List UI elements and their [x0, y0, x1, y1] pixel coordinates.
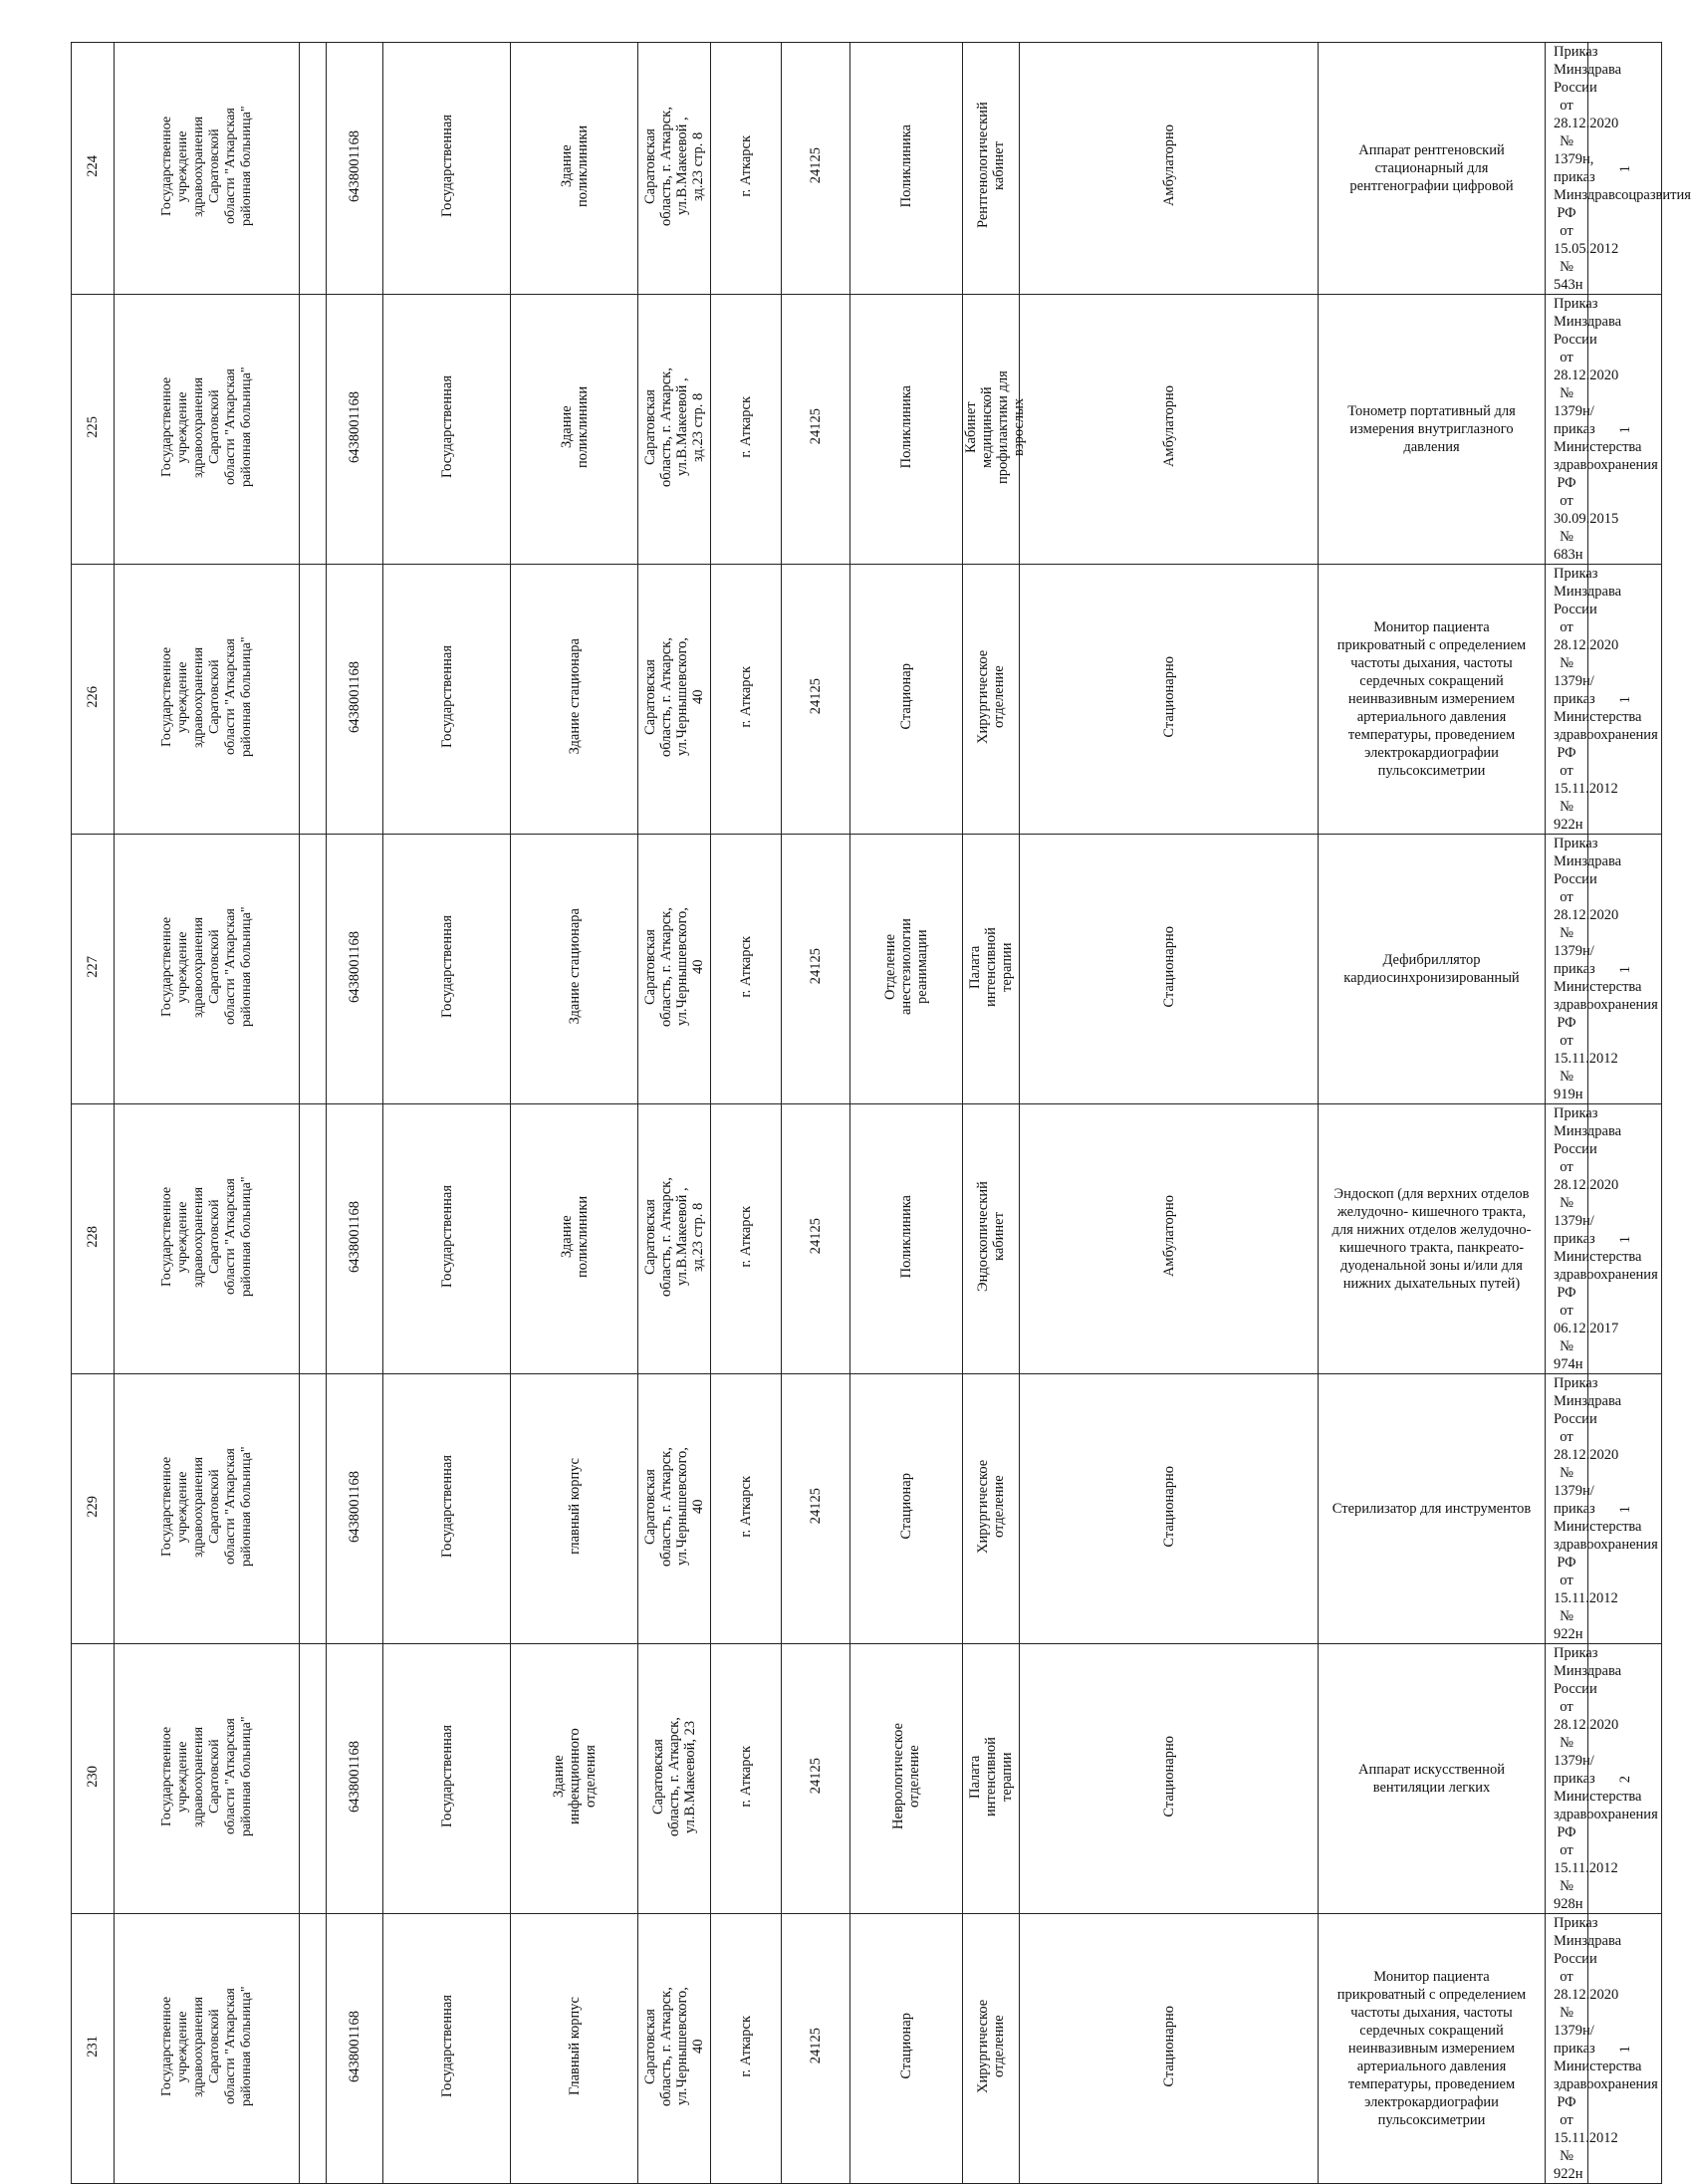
equipment-text: Эндоскоп (для верхних отделов желудочно- кишечного тракта, для нижних отделов желудочно-кишечного тракта, панкреато-дуоденальной зоны и/или для нижних дыхательных путей) — [1331, 1186, 1532, 1292]
building-cell — [511, 1644, 638, 1914]
order-cell — [1546, 1644, 1658, 1914]
code-cell — [782, 43, 850, 295]
order-cell — [1546, 1104, 1658, 1374]
empty-cell — [300, 1914, 327, 2184]
inn-cell — [327, 1914, 383, 2184]
care-type-text: Стационарно — [1160, 1735, 1177, 1818]
code-text: 24125 — [808, 1758, 824, 1795]
care-type-text: Стационарно — [1160, 655, 1177, 738]
table-row — [72, 1914, 1662, 2184]
organization-cell — [115, 1914, 300, 2184]
order-text: Приказ Минздрава России от 28.12.2020 № 1379н/ приказ Министерства здравоохранения РФ от 15.11.2012 № 919н — [1554, 836, 1658, 1102]
address-cell — [638, 835, 711, 1104]
row-number-cell — [72, 1104, 115, 1374]
code-cell — [782, 1644, 850, 1914]
address-cell — [638, 295, 711, 565]
division-cell — [850, 43, 963, 295]
division-text: Стационар — [898, 2013, 914, 2079]
code-text: 24125 — [808, 948, 824, 985]
code-text: 24125 — [808, 678, 824, 715]
equipment-text: Тонометр портативный для измерения внутриглазного давления — [1347, 403, 1516, 455]
care-type-cell — [1020, 1374, 1319, 1644]
division-cell — [850, 1104, 963, 1374]
table-row — [72, 565, 1662, 835]
inn-text: 6438001168 — [347, 2010, 362, 2082]
order-text: Приказ Минздрава России от 28.12.2020 № 1379н, приказ Минздравсоцразвития РФ от 15.05.2012 № 543н — [1554, 44, 1691, 293]
city-text: г. Аткарск — [738, 1475, 754, 1538]
empty-cell — [300, 43, 327, 295]
organization-cell — [115, 1644, 300, 1914]
quantity-text: 1 — [1616, 1235, 1633, 1243]
inn-cell — [327, 1644, 383, 1914]
organization-cell — [115, 1104, 300, 1374]
inn-cell — [327, 1104, 383, 1374]
care-type-text: Амбулаторно — [1160, 385, 1177, 468]
division-cell — [850, 835, 963, 1104]
city-text: г. Аткарск — [738, 134, 754, 197]
quantity-text: 1 — [1616, 2045, 1633, 2053]
code-text: 24125 — [808, 1488, 824, 1525]
division-cell — [850, 295, 963, 565]
inn-cell — [327, 43, 383, 295]
organization-text: Государственное учреждение здравоохранения Саратовской области "Аткарская районная больница" — [158, 636, 254, 757]
care-type-text: Стационарно — [1160, 925, 1177, 1008]
unit-cell — [963, 1104, 1020, 1374]
unit-text: Палата интенсивной терапии — [967, 1736, 1015, 1817]
address-text: Саратовская область, г. Аткарск, ул.В.Макеевой, 23 — [650, 1716, 698, 1836]
equipment-text: Монитор пациента прикроватный с определением частоты дыхания, частоты сердечных сокращений неинвазивным измерением артериального давления температуры, проведением электрокардиографии пульсоксиметрии — [1336, 1969, 1527, 2128]
unit-cell — [963, 1374, 1020, 1644]
address-text: Саратовская область, г. Аткарск, ул.Чернышевского, 40 — [642, 906, 706, 1027]
inn-cell — [327, 565, 383, 835]
order-text: Приказ Минздрава России от 28.12.2020 № 1379н/приказ Министерства здравоохранения РФ от 30.09.2015 № 683н — [1554, 296, 1658, 563]
order-cell — [1546, 295, 1658, 565]
address-cell — [638, 1914, 711, 2184]
city-text: г. Аткарск — [738, 395, 754, 458]
organization-text: Государственное учреждение здравоохранения Саратовской области "Аткарская районная больница" — [158, 1446, 254, 1567]
division-cell — [850, 1374, 963, 1644]
organization-text: Государственное учреждение здравоохранения Саратовской области "Аткарская районная больница" — [158, 1986, 254, 2106]
unit-cell — [963, 1914, 1020, 2184]
code-cell — [782, 1374, 850, 1644]
building-text: Здание стационара — [566, 908, 583, 1025]
organization-text: Государственное учреждение здравоохранения Саратовской области "Аткарская районная больница" — [158, 366, 254, 487]
equipment-text: Аппарат рентгеновский стационарный для рентгенографии цифровой — [1349, 142, 1514, 194]
ownership-text: Государственная — [438, 915, 455, 1018]
address-cell — [638, 1644, 711, 1914]
ownership-text: Государственная — [438, 1725, 455, 1827]
division-text: Неврологическое отделение — [890, 1723, 922, 1829]
care-type-cell — [1020, 835, 1319, 1104]
address-cell — [638, 1374, 711, 1644]
equipment-cell — [1319, 565, 1546, 835]
address-text: Саратовская область, г. Аткарск, ул.В.Макеевой , зд.23 стр. 8 — [642, 366, 706, 487]
equipment-cell — [1319, 1644, 1546, 1914]
city-text: г. Аткарск — [738, 1205, 754, 1268]
organization-cell — [115, 43, 300, 295]
equipment-register-sheet — [71, 42, 1691, 2184]
equipment-cell — [1319, 1914, 1546, 2184]
unit-cell — [963, 1644, 1020, 1914]
table-row — [72, 295, 1662, 565]
code-text: 24125 — [808, 2028, 824, 2064]
building-cell — [511, 835, 638, 1104]
inn-cell — [327, 835, 383, 1104]
empty-cell — [300, 1104, 327, 1374]
city-text: г. Аткарск — [738, 2015, 754, 2077]
row-number-cell — [72, 565, 115, 835]
inn-text: 6438001168 — [347, 1740, 362, 1813]
city-text: г. Аткарск — [738, 1745, 754, 1808]
order-cell — [1546, 1374, 1658, 1644]
unit-cell — [963, 43, 1020, 295]
address-cell — [638, 1104, 711, 1374]
organization-cell — [115, 295, 300, 565]
address-text: Саратовская область, г. Аткарск, ул.Чернышевского, 40 — [642, 1986, 706, 2106]
building-text: Главный корпус — [566, 1997, 583, 2095]
ownership-cell — [383, 43, 511, 295]
quantity-text: 1 — [1616, 695, 1633, 703]
unit-text: Хирургическое отделение — [975, 1999, 1007, 2093]
order-cell — [1546, 565, 1658, 835]
code-text: 24125 — [808, 147, 824, 184]
unit-cell — [963, 835, 1020, 1104]
address-cell — [638, 565, 711, 835]
division-text: Стационар — [898, 663, 914, 730]
ownership-cell — [383, 835, 511, 1104]
quantity-text: 1 — [1616, 1505, 1633, 1513]
quantity-text: 1 — [1616, 425, 1633, 433]
division-text: Поликлиника — [898, 123, 914, 208]
care-type-text: Стационарно — [1160, 2005, 1177, 2087]
building-cell — [511, 1374, 638, 1644]
building-text: Здание поликлиники — [558, 124, 591, 207]
unit-text: Палата интенсивной терапии — [967, 926, 1015, 1007]
building-cell — [511, 43, 638, 295]
row-number-cell — [72, 43, 115, 295]
equipment-cell — [1319, 835, 1546, 1104]
division-cell — [850, 565, 963, 835]
ownership-cell — [383, 295, 511, 565]
care-type-cell — [1020, 565, 1319, 835]
ownership-text: Государственная — [438, 1185, 455, 1288]
building-cell — [511, 1914, 638, 2184]
empty-cell — [300, 1374, 327, 1644]
unit-text: Хирургическое отделение — [975, 1459, 1007, 1554]
organization-text: Государственное учреждение здравоохранения Саратовской области "Аткарская районная больница" — [158, 1176, 254, 1297]
empty-cell — [300, 1644, 327, 1914]
row-number-text: 226 — [85, 685, 101, 708]
inn-text: 6438001168 — [347, 1200, 362, 1273]
unit-text: Хирургическое отделение — [975, 649, 1007, 744]
ownership-text: Государственная — [438, 645, 455, 748]
equipment-text: Монитор пациента прикроватный с определением частоты дыхания, частоты сердечных сокращений неинвазивным измерением артериального давления температуры, проведением электрокардиографии пульсоксиметрии — [1336, 619, 1527, 779]
equipment-cell — [1319, 43, 1546, 295]
care-type-cell — [1020, 1104, 1319, 1374]
order-cell — [1546, 835, 1658, 1104]
row-number-text: 231 — [85, 2035, 101, 2058]
code-cell — [782, 295, 850, 565]
empty-cell — [300, 295, 327, 565]
ownership-cell — [383, 1644, 511, 1914]
city-cell — [711, 835, 782, 1104]
quantity-text: 1 — [1616, 965, 1633, 973]
division-text: Стационар — [898, 1473, 914, 1540]
inn-text: 6438001168 — [347, 1470, 362, 1543]
quantity-text: 2 — [1616, 1775, 1633, 1783]
address-text: Саратовская область, г. Аткарск, ул.В.Макеевой , зд.23 стр. 8 — [642, 1176, 706, 1297]
equipment-text: Аппарат искусственной вентиляции легких — [1358, 1762, 1505, 1796]
empty-cell — [300, 835, 327, 1104]
address-text: Саратовская область, г. Аткарск, ул.Чернышевского, 40 — [642, 1446, 706, 1567]
unit-text: Рентгенологический кабинет — [975, 101, 1007, 228]
city-cell — [711, 1644, 782, 1914]
row-number-text: 224 — [85, 154, 101, 177]
inn-cell — [327, 295, 383, 565]
order-cell — [1546, 43, 1691, 295]
order-text: Приказ Минздрава России от 28.12.2020 № 1379н/приказ Министерства здравоохранения РФ от 06.12.2017 № 974н — [1554, 1105, 1658, 1372]
row-number-cell — [72, 1644, 115, 1914]
care-type-text: Амбулаторно — [1160, 1195, 1177, 1278]
unit-cell — [963, 295, 1027, 565]
building-cell — [511, 295, 638, 565]
ownership-text: Государственная — [438, 1455, 455, 1558]
row-number-text: 229 — [85, 1495, 101, 1518]
building-text: Здание инфекционного отделения — [550, 1728, 599, 1824]
care-type-text: Стационарно — [1160, 1465, 1177, 1548]
care-type-cell — [1020, 43, 1319, 295]
division-cell — [850, 1644, 963, 1914]
division-text: Поликлиника — [898, 384, 914, 469]
table-row — [72, 1374, 1662, 1644]
row-number-cell — [72, 295, 115, 565]
division-text: Отделение анестезиологии реанимации — [882, 918, 930, 1015]
inn-text: 6438001168 — [347, 390, 362, 463]
organization-text: Государственное учреждение здравоохранения Саратовской области "Аткарская районная больница" — [158, 1716, 254, 1836]
equipment-register-table — [71, 42, 1691, 2184]
ownership-text: Государственная — [438, 1995, 455, 2097]
care-type-cell — [1020, 1914, 1319, 2184]
order-text: Приказ Минздрава России от 28.12.2020 № 1379н/ приказ Министерства здравоохранения РФ от 15.11.2012 № 922н — [1554, 1375, 1658, 1642]
equipment-cell — [1319, 1104, 1546, 1374]
row-number-cell — [72, 1374, 115, 1644]
code-cell — [782, 1104, 850, 1374]
care-type-cell — [1020, 295, 1319, 565]
inn-cell — [327, 1374, 383, 1644]
code-cell — [782, 835, 850, 1104]
ownership-cell — [383, 1104, 511, 1374]
unit-cell — [963, 565, 1020, 835]
code-text: 24125 — [808, 408, 824, 445]
city-text: г. Аткарск — [738, 665, 754, 728]
unit-text: Кабинет медицинской профилактики для взрослых — [963, 369, 1027, 484]
quantity-text: 1 — [1616, 164, 1633, 172]
code-cell — [782, 565, 850, 835]
row-number-text: 227 — [85, 955, 101, 978]
organization-text: Государственное учреждение здравоохранения Саратовской области "Аткарская районная больница" — [158, 906, 254, 1027]
building-text: Здание поликлиники — [558, 385, 591, 468]
order-text: Приказ Минздрава России от 28.12.2020 № 1379н/приказ Министерства здравоохранения РФ от 15.11.2012 № 928н — [1554, 1645, 1658, 1912]
equipment-text: Стерилизатор для инструментов — [1331, 1501, 1532, 1517]
equipment-cell — [1319, 295, 1546, 565]
table-row — [72, 835, 1662, 1104]
address-text: Саратовская область, г. Аткарск, ул.Чернышевского, 40 — [642, 636, 706, 757]
ownership-cell — [383, 565, 511, 835]
equipment-text: Дефибриллятор кардиосинхронизированный — [1343, 952, 1520, 986]
building-cell — [511, 1104, 638, 1374]
city-cell — [711, 1104, 782, 1374]
row-number-text: 225 — [85, 415, 101, 438]
organization-cell — [115, 835, 300, 1104]
address-cell — [638, 43, 711, 295]
address-text: Саратовская область, г. Аткарск, ул.В.Макеевой , зд.23 стр. 8 — [642, 106, 706, 226]
ownership-cell — [383, 1914, 511, 2184]
ownership-cell — [383, 1374, 511, 1644]
city-cell — [711, 565, 782, 835]
table-row — [72, 43, 1662, 295]
order-text: Приказ Минздрава России от 28.12.2020 № 1379н/ приказ Министерства здравоохранения РФ от 15.11.2012 № 922н — [1554, 1915, 1658, 2182]
code-text: 24125 — [808, 1218, 824, 1255]
organization-text: Государственное учреждение здравоохранения Саратовской области "Аткарская районная больница" — [158, 106, 254, 226]
care-type-text: Амбулаторно — [1160, 124, 1177, 207]
empty-cell — [300, 565, 327, 835]
organization-cell — [115, 565, 300, 835]
order-cell — [1546, 1914, 1658, 2184]
building-cell — [511, 565, 638, 835]
division-text: Поликлиника — [898, 1194, 914, 1279]
city-cell — [711, 295, 782, 565]
building-text: Здание стационара — [566, 638, 583, 755]
building-text: главный корпус — [566, 1458, 583, 1555]
row-number-text: 230 — [85, 1765, 101, 1788]
inn-text: 6438001168 — [347, 129, 362, 202]
code-cell — [782, 1914, 850, 2184]
building-text: Здание поликлиники — [558, 1195, 591, 1278]
row-number-cell — [72, 835, 115, 1104]
row-number-cell — [72, 1914, 115, 2184]
city-text: г. Аткарск — [738, 935, 754, 998]
table-row — [72, 1644, 1662, 1914]
care-type-cell — [1020, 1644, 1319, 1914]
row-number-text: 228 — [85, 1225, 101, 1248]
unit-text: Эндоскопический кабинет — [975, 1181, 1007, 1292]
inn-text: 6438001168 — [347, 660, 362, 733]
organization-cell — [115, 1374, 300, 1644]
division-cell — [850, 1914, 963, 2184]
city-cell — [711, 43, 782, 295]
ownership-text: Государственная — [438, 375, 455, 478]
ownership-text: Государственная — [438, 115, 455, 217]
city-cell — [711, 1914, 782, 2184]
inn-text: 6438001168 — [347, 930, 362, 1003]
equipment-cell — [1319, 1374, 1546, 1644]
city-cell — [711, 1374, 782, 1644]
order-text: Приказ Минздрава России от 28.12.2020 № 1379н/ приказ Министерства здравоохранения РФ от 15.11.2012 № 922н — [1554, 566, 1658, 833]
table-row — [72, 1104, 1662, 1374]
